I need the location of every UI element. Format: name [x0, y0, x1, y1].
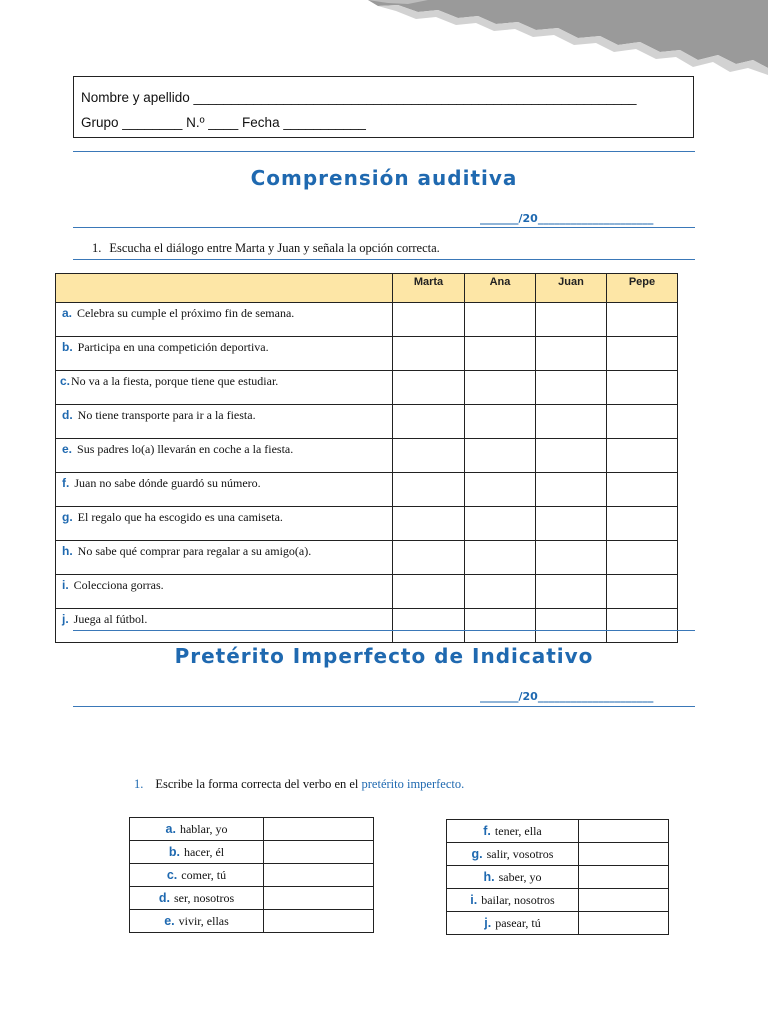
table-row: i. bailar, nosotros — [447, 889, 669, 912]
answer-cell[interactable] — [393, 405, 465, 439]
answer-cell[interactable] — [465, 507, 536, 541]
instruction-grammar: 1. Escribe la forma correcta del verbo en el pretérito imperfecto. — [134, 777, 465, 791]
answer-cell[interactable] — [607, 439, 678, 473]
answer-cell[interactable] — [607, 541, 678, 575]
column-marta: Marta — [393, 274, 465, 303]
answer-cell[interactable] — [465, 303, 536, 337]
answer-cell[interactable] — [607, 337, 678, 371]
column-pepe: Pepe — [607, 274, 678, 303]
answer-cell[interactable] — [536, 439, 607, 473]
table-row: d. No tiene transporte para ir a la fiesta. — [56, 405, 678, 439]
name-field[interactable]: Nombre y apellido ___________________________________________________________ — [81, 90, 637, 105]
divider — [73, 630, 695, 631]
table-row: c. comer, tú — [130, 864, 374, 887]
divider — [73, 706, 695, 707]
table-row: e. Sus padres lo(a) llevarán en coche a la fiesta. — [56, 439, 678, 473]
answer-cell[interactable] — [465, 609, 536, 643]
section-title-grammar: Pretérito Imperfecto de Indicativo — [174, 644, 594, 668]
header-blank — [56, 274, 393, 303]
table-row: a. hablar, yo — [130, 818, 374, 841]
table-row: b. hacer, él — [130, 841, 374, 864]
answer-cell[interactable] — [607, 303, 678, 337]
answer-cell[interactable] — [579, 889, 669, 912]
answer-cell[interactable] — [579, 912, 669, 935]
answer-cell[interactable] — [465, 405, 536, 439]
answer-cell[interactable] — [465, 473, 536, 507]
table-row: b. Participa en una competición deportiva. — [56, 337, 678, 371]
answer-cell[interactable] — [264, 887, 374, 910]
answer-cell[interactable] — [393, 439, 465, 473]
table-row: e. vivir, ellas — [130, 910, 374, 933]
answer-cell[interactable] — [536, 575, 607, 609]
answer-cell[interactable] — [579, 820, 669, 843]
divider — [73, 259, 695, 260]
score-field[interactable]: _______/20_____________________ — [480, 212, 654, 225]
listening-answer-table — [55, 273, 678, 643]
table-row: c.No va a la fiesta, porque tiene que estudiar. — [56, 371, 678, 405]
column-juan: Juan — [536, 274, 607, 303]
torn-paper-decoration — [368, 0, 768, 75]
table-row: j. Juega al fútbol. — [56, 609, 678, 643]
answer-cell[interactable] — [393, 303, 465, 337]
answer-cell[interactable] — [465, 337, 536, 371]
answer-cell[interactable] — [264, 818, 374, 841]
table-row: f. Juan no sabe dónde guardó su número. — [56, 473, 678, 507]
table-row: g. El regalo que ha escogido es una camiseta. — [56, 507, 678, 541]
answer-cell[interactable] — [393, 609, 465, 643]
score-field[interactable]: _______/20_____________________ — [480, 690, 654, 703]
answer-cell[interactable] — [536, 303, 607, 337]
table-row: a. Celebra su cumple el próximo fin de semana. — [56, 303, 678, 337]
table-row: f. tener, ella — [447, 820, 669, 843]
table-row: g. salir, vosotros — [447, 843, 669, 866]
answer-cell[interactable] — [536, 405, 607, 439]
answer-cell[interactable] — [607, 609, 678, 643]
answer-cell[interactable] — [579, 866, 669, 889]
answer-cell[interactable] — [393, 541, 465, 575]
table-row: h. No sabe qué comprar para regalar a su amigo(a). — [56, 541, 678, 575]
divider — [73, 227, 695, 228]
answer-cell[interactable] — [536, 541, 607, 575]
instruction-listening: 1. Escucha el diálogo entre Marta y Juan y señala la opción correcta. — [92, 241, 440, 255]
answer-cell[interactable] — [536, 371, 607, 405]
divider — [73, 151, 695, 152]
answer-cell[interactable] — [607, 507, 678, 541]
answer-cell[interactable] — [536, 507, 607, 541]
verb-table-left — [129, 817, 374, 933]
answer-cell[interactable] — [465, 541, 536, 575]
answer-cell[interactable] — [536, 337, 607, 371]
table-row: j. pasear, tú — [447, 912, 669, 935]
student-info-box — [73, 76, 694, 138]
answer-cell[interactable] — [465, 575, 536, 609]
table-row: i. Colecciona gorras. — [56, 575, 678, 609]
group-number-date-field[interactable]: Grupo ________ N.º ____ Fecha ___________ — [81, 115, 366, 130]
answer-cell[interactable] — [264, 910, 374, 933]
answer-cell[interactable] — [536, 473, 607, 507]
table-row: d. ser, nosotros — [130, 887, 374, 910]
answer-cell[interactable] — [607, 473, 678, 507]
answer-cell[interactable] — [393, 575, 465, 609]
answer-cell[interactable] — [465, 371, 536, 405]
column-ana: Ana — [465, 274, 536, 303]
answer-cell[interactable] — [579, 843, 669, 866]
verb-table-right — [446, 819, 669, 935]
answer-cell[interactable] — [264, 841, 374, 864]
answer-cell[interactable] — [393, 507, 465, 541]
answer-cell[interactable] — [393, 337, 465, 371]
answer-cell[interactable] — [393, 473, 465, 507]
table-row: h. saber, yo — [447, 866, 669, 889]
answer-cell[interactable] — [607, 575, 678, 609]
answer-cell[interactable] — [264, 864, 374, 887]
answer-cell[interactable] — [607, 371, 678, 405]
answer-cell[interactable] — [465, 439, 536, 473]
answer-cell[interactable] — [536, 609, 607, 643]
answer-cell[interactable] — [607, 405, 678, 439]
answer-cell[interactable] — [393, 371, 465, 405]
section-title-listening: Comprensión auditiva — [250, 166, 518, 190]
